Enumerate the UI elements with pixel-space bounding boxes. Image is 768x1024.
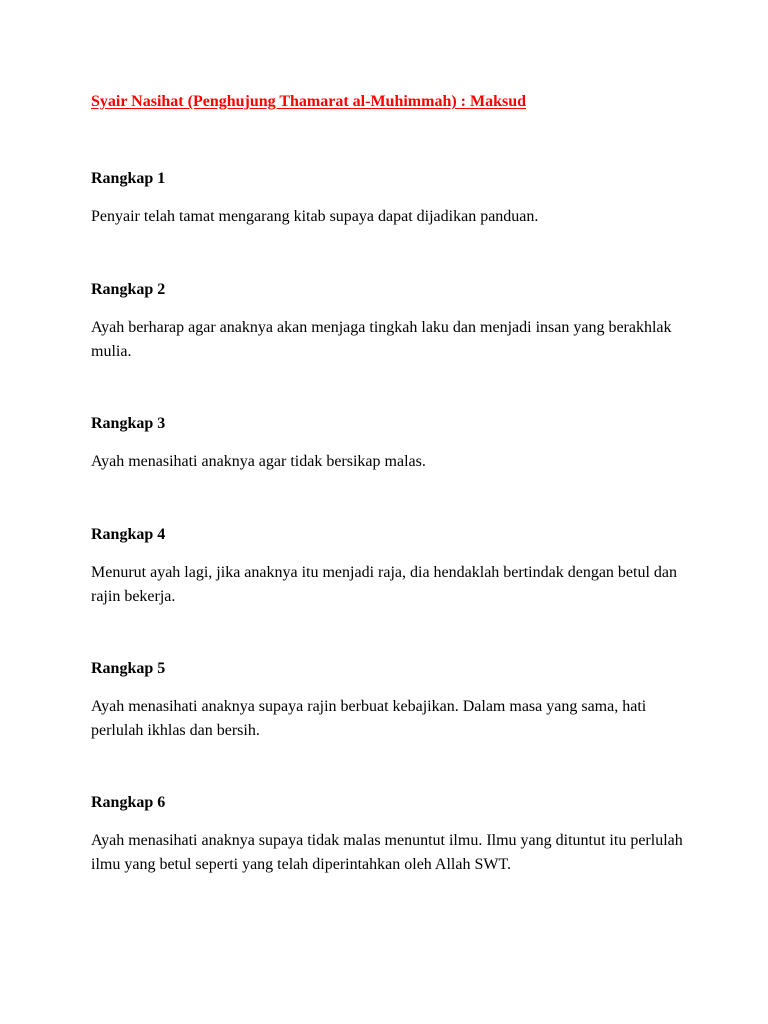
section-text: Penyair telah tamat mengarang kitab supaya dapat dijadikan panduan. [91,208,539,225]
section-text: Menurut ayah lagi, jika anaknya itu menjadi raja, dia hendaklah bertindak dengan betul dan rajin bekerja. [91,564,678,605]
section-text: Ayah berharap agar anaknya akan menjaga tingkah laku dan menjadi insan yang berakhlak mulia. [91,319,672,360]
section-heading: Rangkap 5 [91,660,166,677]
section-rangkap-6 [91,793,691,873]
section-text: Ayah menasihati anaknya supaya rajin berbuat kebajikan. Dalam masa yang sama, hati perlulah ikhlas dan bersih. [91,698,647,739]
section-rangkap-2 [91,280,691,360]
section-text: Ayah menasihati anaknya agar tidak bersikap malas. [91,453,426,470]
section-rangkap-4 [91,525,691,605]
section-heading: Rangkap 1 [91,170,166,187]
section-heading: Rangkap 2 [91,281,166,298]
section-rangkap-1 [91,169,691,225]
section-heading: Rangkap 6 [91,794,166,811]
document-title: Syair Nasihat (Penghujung Thamarat al-Muhimmah) : Maksud [91,93,527,110]
section-heading: Rangkap 4 [91,526,166,543]
section-heading: Rangkap 3 [91,415,166,432]
section-rangkap-3 [91,414,691,470]
section-text: Ayah menasihati anaknya supaya tidak malas menuntut ilmu. Ilmu yang dituntut itu perlulah ilmu yang betul seperti yang telah diperintahkan oleh Allah SWT. [91,832,683,873]
section-rangkap-5 [91,659,691,739]
